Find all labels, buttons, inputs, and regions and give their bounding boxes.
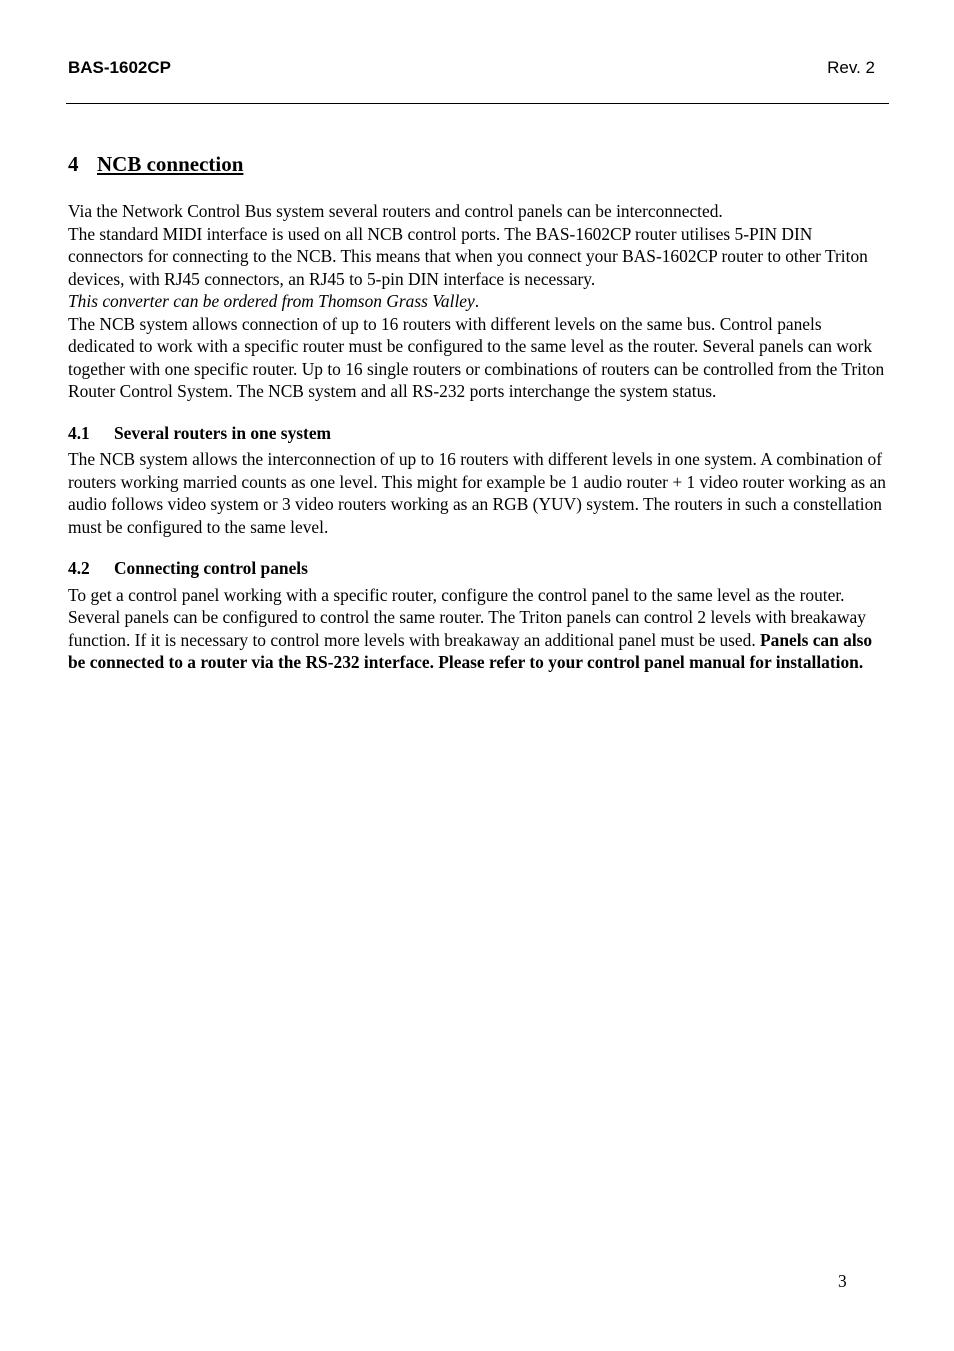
converter-note-period: . bbox=[474, 291, 480, 311]
header-divider bbox=[66, 103, 889, 104]
subsection-number: 4.2 bbox=[68, 558, 90, 578]
subsection-title: Several routers in one system bbox=[114, 422, 332, 443]
document-id: BAS-1602CP bbox=[68, 58, 171, 77]
converter-note bbox=[68, 290, 888, 313]
panels-text: To get a control panel working with a specific router, configure the control panel to the same level as the router. Several panels can be configured to control the same router. The Triton panels can control 2 levels with breakaway function. If it is necessary to control more levels with breakaway an additional panel must be used. bbox=[68, 584, 866, 650]
section-paragraph-midi: The standard MIDI interface is used on all NCB control ports. The BAS-1602CP router utilises 5-PIN DIN connectors for connecting to the NCB. This means that when you connect your BAS-1602CP router to other Triton devices, with RJ45 connectors, an RJ45 to 5-pin DIN interface is necessary. bbox=[68, 223, 868, 289]
section-paragraph-intro: Via the Network Control Bus system several routers and control panels can be interconnected. bbox=[68, 201, 723, 221]
subsection-title: Connecting control panels bbox=[114, 558, 308, 578]
subsection-number: 4.1 bbox=[68, 422, 90, 443]
subsection-heading-panels bbox=[68, 557, 888, 580]
subsection-heading-routers bbox=[68, 422, 888, 445]
revision-label: Rev. 2 bbox=[827, 58, 875, 77]
section-paragraph-ncb: The NCB system allows connection of up to 16 routers with different levels on the same bus. Control panels dedicated to work with a specific router must be configured to the same level as the router. Several panels can work together with one specific router. Up to 16 single routers or combinations of routers can be controlled from the Triton Router Control System. The NCB system and all RS-232 ports interchange the system status. bbox=[68, 313, 885, 401]
page-header bbox=[68, 58, 875, 82]
converter-note-text: This converter can be ordered from Thomson Grass Valley bbox=[68, 291, 475, 311]
section-heading bbox=[68, 150, 888, 178]
page-content bbox=[68, 150, 888, 674]
section-number: 4 bbox=[68, 152, 79, 176]
subsection-paragraph-panels bbox=[68, 584, 888, 674]
section-title: NCB connection bbox=[97, 152, 244, 176]
panels-bold-note: Panels can also be connected to a router via the RS-232 interface. Please refer to your control panel manual for installation. bbox=[68, 629, 873, 672]
subsection-paragraph-routers: The NCB system allows the interconnection of up to 16 routers with different levels in one system. A combination of routers working married counts as one level. This might for example be 1 audio router + 1 video router working as an audio follows video system or 3 video routers working as an RGB (YUV) system. The routers in such a constellation must be configured to the same level. bbox=[68, 449, 886, 537]
page-number: 3 bbox=[838, 1271, 847, 1291]
